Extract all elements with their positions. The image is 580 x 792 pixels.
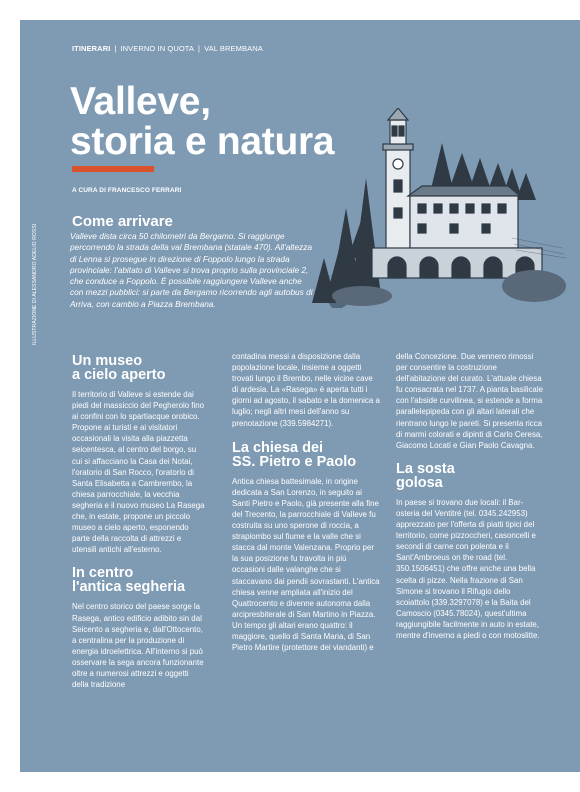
sosta-heading [396, 462, 544, 490]
column-3 [396, 351, 544, 641]
sosta-heading-line-2: golosa [396, 474, 443, 491]
column-2 [232, 351, 380, 653]
museo-heading [72, 354, 206, 382]
sosta-text: In paese si trovano due locali: il Bar-osteria del Ventitré (tel. 0345.242953) apprezzato per l'offerta di piatti tipici del territorio, come pizzoccheri, casoncelli e secondi di carne con polenta e il Sant'Ambroeus on the road (tel. 350.1506451) che offre anche una bella scelta di pizze. Nella frazione di San Simone si trovano il Rifugio dello scoiattolo (339.3297078) e la Baita del Camoscio (0345.78024), quest'ultima raggiungibile facilmente in auto in estate, mentre d'inverno a piedi o con motoslitte. [396, 497, 540, 640]
segheria-heading [72, 566, 206, 594]
come-arrivare-heading: Come arrivare [72, 213, 173, 230]
museo-heading-line-2: a cielo aperto [72, 367, 166, 383]
chiesa-text: Antica chiesa battesimale, in origine dedicata a San Lorenzo, in seguito ai Santi Pietro e Paolo, già presente alla fine del Trecento, la parrocchiale di Valleve fu costruita su uno sperone di roccia, a strapiombo sul fiume e la valle che si stacca dal monte Valenzana. Proprio per la sua posizione fu travolta in più occasioni dalle valanghe che si staccavano dai pendii sovrastanti. L'antica chiesa venne ampliata all'inizio del Quattrocento e divenne autonoma dalla arcipresbiterale di San Martino in Piazza. Un tempo gli altari erano quattro: il maggiore, quello di Santa Maria, di San Pietro Martire (protettore dei viandanti) e [232, 476, 380, 653]
chiesa-heading-line-2: SS. Pietro e Paolo [232, 453, 357, 470]
breadcrumb-val-brembana: VAL BREMBANA [204, 44, 263, 53]
illustration-credit-text: ILLUSTRAZIONE DI ALESSANDRO ADELIO ROSSI [32, 223, 38, 345]
running-head [72, 44, 263, 53]
column-1 [72, 354, 206, 690]
chiesa-heading-line-1: La chiesa dei [232, 439, 324, 456]
illustration-credit [24, 160, 36, 345]
chiesa-text-continued: della Concezione. Due vennero rimossi per consentire la costruzione dell'abitazione del curato. L'attuale chiesa fu consacrata nel 1737. A pianta basilicale con l'abside curvilinea, si estende a forma parallelepipeda con gli altari laterali che rientrano lungo le pareti. Si presenta ricca di marmi colorati e dipinti di Carlo Ceresa, Giacomo Locati e Gian Paolo Cavagna. [396, 352, 543, 450]
museo-text: Il territorio di Valleve si estende dai piedi del massiccio del Pegherolo fino ai confini con lo spartiacque orobico. Propone ai turisti e ai visitatori occasionali la visita alla piazzetta seicentesca, al centro del borgo, su cui si affacciano la Casa dei Notai, l'oratorio di San Rocco, l'oratorio di Santa Elisabetta a Cambrembo, la chiesa parrocchiale, la vecchia segheria e il nuovo museo La Rasega che, in estate, propone un piccolo museo a cielo aperto, esponendo parte della raccolta di attrezzi e utensili antichi all'esterno. [72, 390, 205, 555]
title-line-2: storia e natura [70, 120, 335, 163]
come-arrivare-text: Valleve dista circa 50 chilometri da Bergamo. Si raggiunge percorrendo la strada della val Brembana (statale 470). All'altezza di Lenna si prosegue in direzione di Foppolo lungo la strada provinciale: l'abitato di Valleve si trova proprio sulla provinciale 2, che conduce a Foppolo. È possibile raggiungere Valleve anche con mezzi pubblici: si parte da Bergamo ricorrendo agli autobus di Arriva, con cambio a Piazza Brembana. [70, 231, 313, 309]
byline: A CURA DI FRANCESCO FERRARI [72, 187, 182, 194]
sosta-heading-line-1: La sosta [396, 460, 455, 477]
church-bell-tower-illustration [302, 108, 572, 308]
segheria-heading-line-2: l'antica segheria [72, 579, 186, 596]
separator: | [114, 44, 117, 53]
segheria-text: Nel centro storico del paese sorge la Rasega, antico edificio adibito sin dal Seicento a segheria e, dall'Ottocento, a centralina per la produzione di energia idroelettrica. All'interno si può osservare la sega ancora funzionante oltre a numerosi attrezzi e oggetti della tradizione [72, 602, 204, 690]
section-label: ITINERARI [72, 44, 111, 53]
title-line-1: Valleve, [70, 80, 211, 123]
breadcrumb-inverno: INVERNO IN QUOTA [120, 44, 195, 53]
chiesa-heading [232, 441, 380, 469]
segheria-text-continued: contadina messi a disposizione dalla popolazione locale, insieme a oggetti trovati lungo il Brembo, nelle vicine cave di ardesia. La «Rasega» è aperta tutti i giorni ad agosto, il sabato e la domenica a luglio; negli altri mesi dell'anno su prenotazione (339.5984271). [232, 352, 380, 428]
separator: | [198, 44, 201, 53]
segheria-heading-line-1: In centro [72, 565, 134, 582]
accent-bar [72, 166, 154, 172]
magazine-page [20, 20, 580, 772]
article-title [70, 82, 334, 162]
museo-heading-line-1: Un museo [72, 353, 143, 369]
